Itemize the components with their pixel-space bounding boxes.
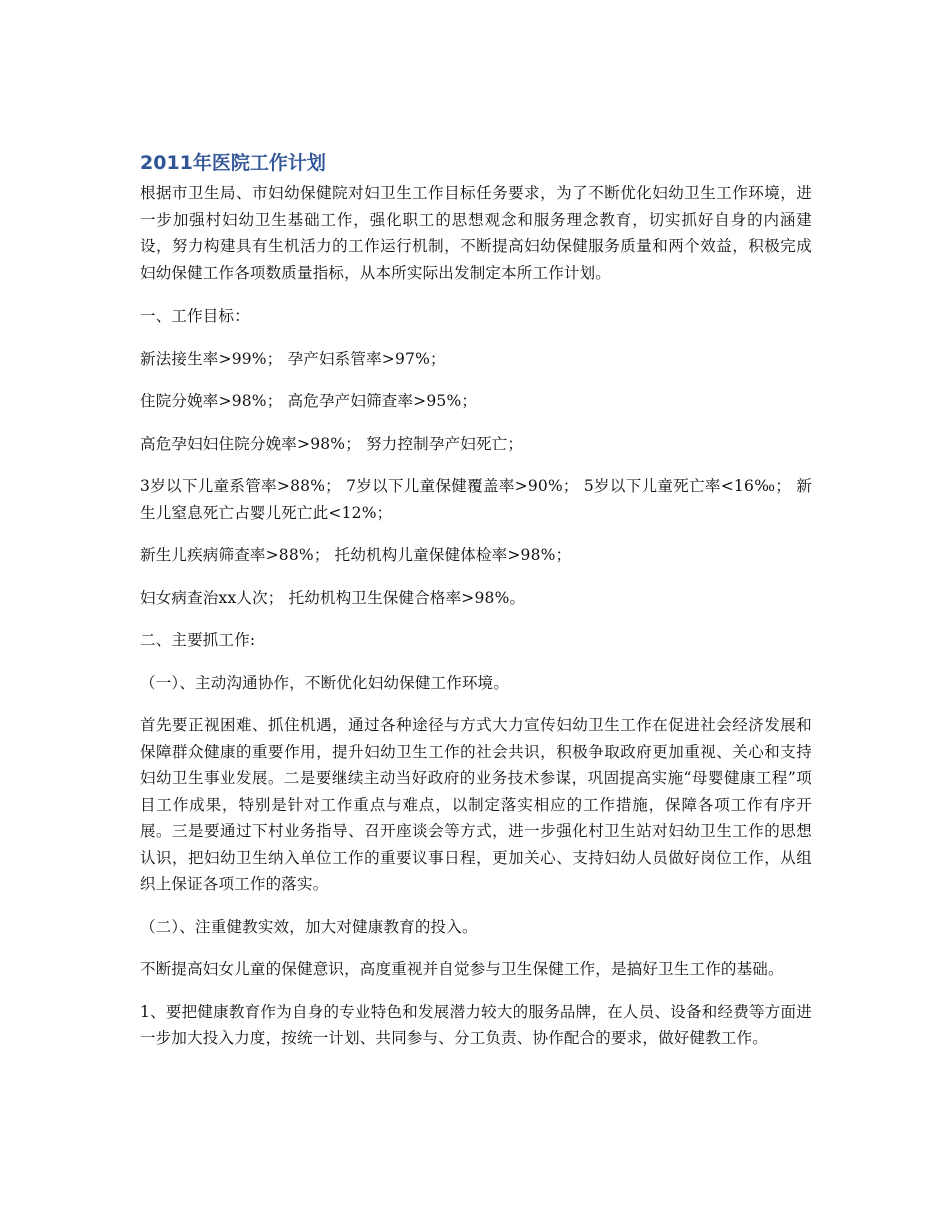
- subsection-heading: （一）、主动沟通协作，不断优化妇幼保健工作环境。: [140, 673, 510, 692]
- goal-line: 新生儿疾病筛查率>88%； 托幼机构儿童保健体检率>98%；: [140, 546, 572, 564]
- goal-line: 3岁以下儿童系管率>88%； 7岁以下儿童保健覆盖率>90%； 5岁以下儿童死亡率<16‰； 新生儿窒息死亡占婴儿死亡此<12%；: [140, 477, 812, 522]
- goal-line: 妇女病查治xx人次； 托幼机构卫生保健合格率>98%。: [140, 588, 526, 607]
- goal-line: 高危孕妇妇住院分娩率>98%； 努力控制孕产妇死亡；: [140, 434, 524, 453]
- section-heading-goals: 一、工作目标：: [140, 307, 250, 325]
- section-heading-main-work: 二、主要抓工作:: [140, 631, 256, 649]
- body-paragraph: 首先要正视困难、抓住机遇，通过各种途径与方式大力宣传妇幼卫生工作在促进社会经济发展和保障群众健康的重要作用，提升妇幼卫生工作的社会共识，积极争取政府更加重视、关心和支持妇幼卫生事业发展。二是要继续主动当好政府的业务技术参谋，巩固提高实施“母婴健康工程”项目工作成果，特别是针对工作重点与难点，以制定落实相应的工作措施，保障各项工作有序开展。三是要通过下村业务指导、召开座谈会等方式，进一步强化村卫生站对妇幼卫生工作的思想认识，把妇幼卫生纳入单位工作的重要议事日程，更加关心、支持妇幼人员做好岗位工作，从组织上保证各项工作的落实。: [140, 716, 812, 893]
- subsection-heading: （二）、注重健教实效，加大对健康教育的投入。: [140, 917, 478, 936]
- document-page: [140, 148, 812, 1068]
- body-paragraph: 1、要把健康教育作为自身的专业特色和发展潜力较大的服务品牌，在人员、设备和经费等方面进一步加大投入力度，按统一计划、共同参与、分工负责、协作配合的要求，做好健教工作。: [140, 1002, 812, 1047]
- document-title: 2011年医院工作计划: [140, 152, 326, 174]
- body-paragraph: 不断提高妇女儿童的保健意识，高度重视并自觉参与卫生保健工作，是搞好卫生工作的基础。: [140, 960, 784, 978]
- goal-line: 新法接生率>99%； 孕产妇系管率>97%；: [140, 349, 446, 368]
- goal-line: 住院分娩率>98%； 高危孕产妇筛查率>95%；: [140, 392, 478, 410]
- intro-paragraph: 根据市卫生局、市妇幼保健院对妇卫生工作目标任务要求，为了不断优化妇幼卫生工作环境，进一步加强村妇幼卫生基础工作，强化职工的思想观念和服务理念教育，切实抓好自身的内涵建设，努力构建具有生机活力的工作运行机制，不断提高妇幼保健服务质量和两个效益，积极完成妇幼保健工作各项数质量指标，从本所实际出发制定本所工作计划。: [140, 184, 812, 282]
